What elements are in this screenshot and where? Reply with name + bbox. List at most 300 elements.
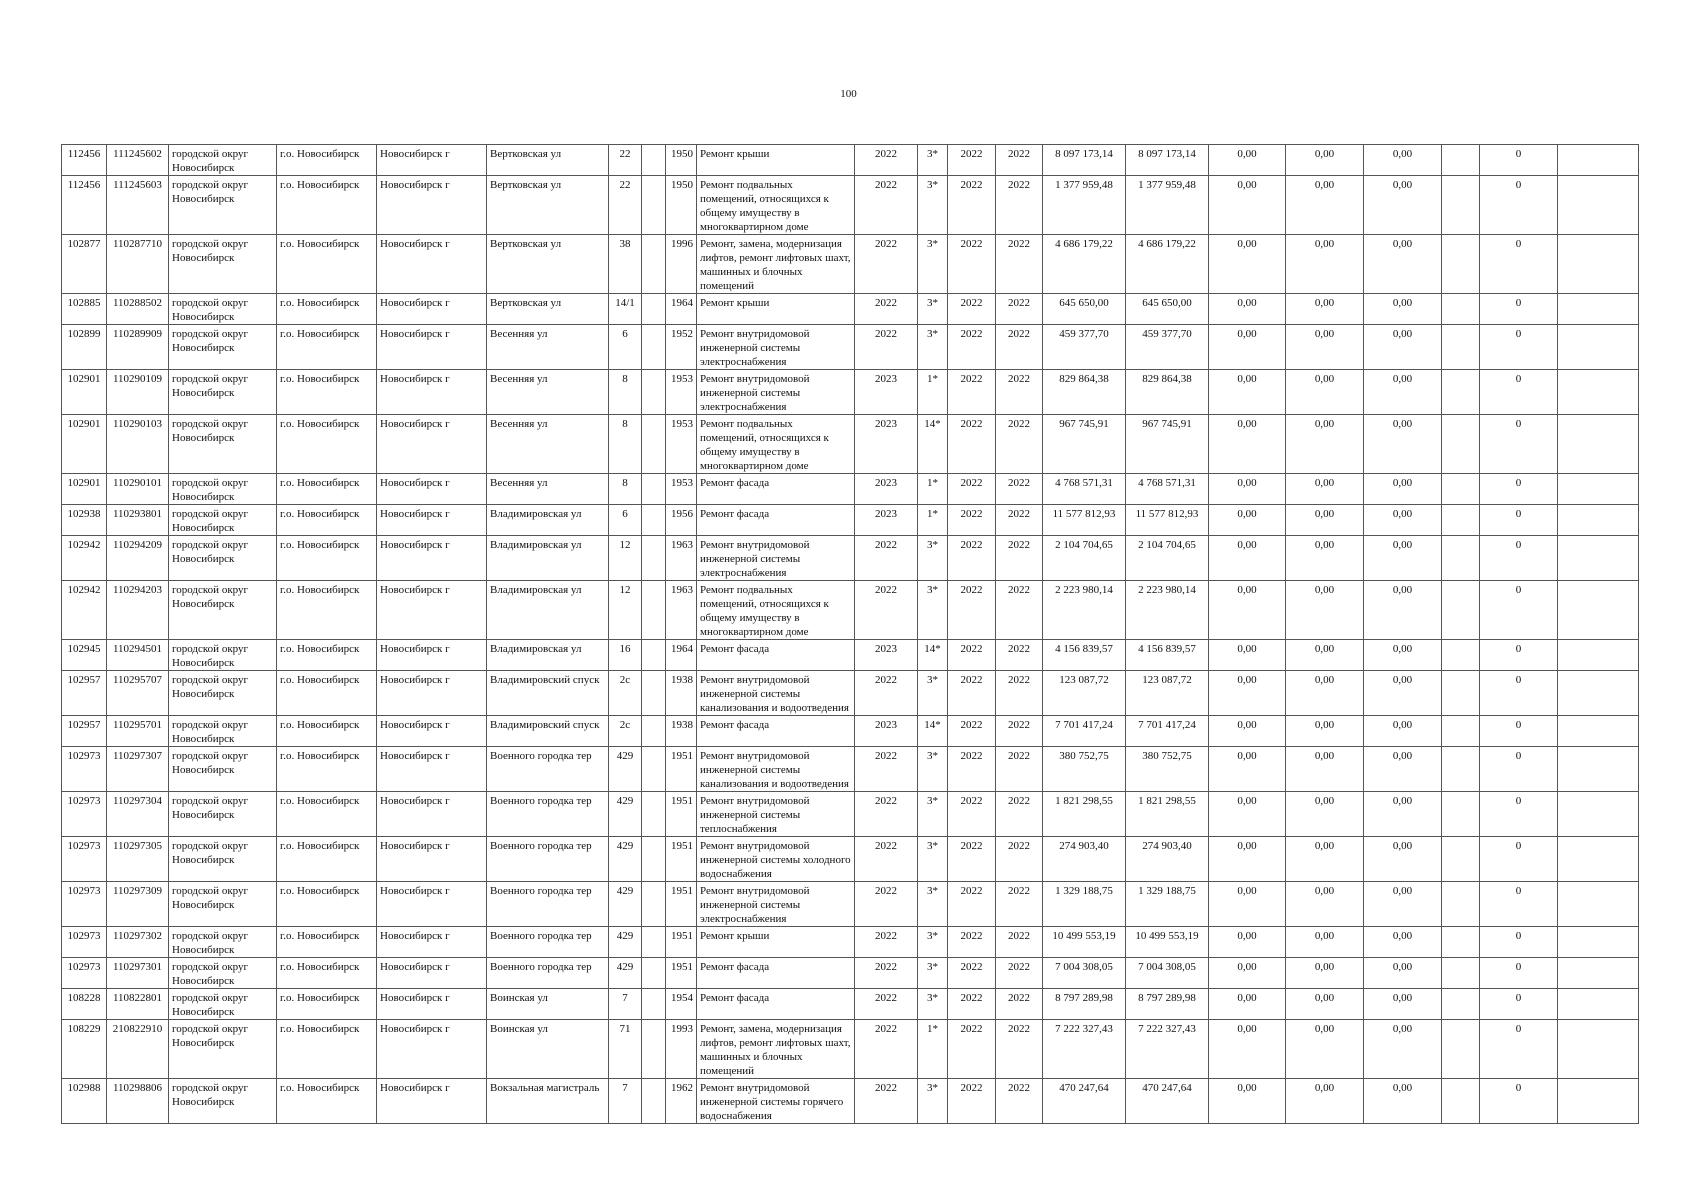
cell-category: 3* [918, 989, 948, 1020]
cell-id: 102973 [62, 747, 107, 792]
cell-value-4 [1442, 837, 1480, 882]
cell-house: 16 [609, 640, 642, 671]
cell-cost-total: 645 650,00 [1043, 294, 1126, 325]
cell-city: Новосибирск г [377, 837, 487, 882]
cell-value-2: 0,00 [1286, 145, 1364, 176]
cell-start: 2022 [948, 989, 996, 1020]
cell-id: 102877 [62, 235, 107, 294]
cell-code: 110287710 [107, 235, 169, 294]
cell-value-3: 0,00 [1364, 370, 1442, 415]
cell-value-1: 0,00 [1209, 958, 1286, 989]
cell-year-built: 1951 [666, 792, 697, 837]
cell-start: 2022 [948, 747, 996, 792]
table-row [62, 581, 1639, 640]
cell-value-6 [1558, 505, 1639, 536]
cell-city: Новосибирск г [377, 882, 487, 927]
cell-value-4 [1442, 747, 1480, 792]
cell-value-4 [1442, 989, 1480, 1020]
cell-municipality: г.о. Новосибирск [277, 989, 377, 1020]
cell-district: городской округ Новосибирск [169, 989, 277, 1020]
cell-value-5: 0 [1480, 505, 1558, 536]
cell-end: 2022 [996, 958, 1043, 989]
cell-start: 2022 [948, 716, 996, 747]
cell-municipality: г.о. Новосибирск [277, 176, 377, 235]
cell-end: 2022 [996, 716, 1043, 747]
cell-house: 2с [609, 716, 642, 747]
cell-year-built: 1963 [666, 536, 697, 581]
cell-plan-year: 2022 [855, 145, 918, 176]
cell-value-4 [1442, 474, 1480, 505]
cell-value-4 [1442, 415, 1480, 474]
cell-municipality: г.о. Новосибирск [277, 671, 377, 716]
table-row [62, 415, 1639, 474]
cell-code: 210822910 [107, 1020, 169, 1079]
cell-year-built: 1951 [666, 747, 697, 792]
cell-plan-year: 2022 [855, 837, 918, 882]
cell-city: Новосибирск г [377, 536, 487, 581]
cell-value-1: 0,00 [1209, 235, 1286, 294]
cell-city: Новосибирск г [377, 1020, 487, 1079]
cell-id: 102973 [62, 882, 107, 927]
cell-street: Военного городка тер [487, 958, 609, 989]
cell-plan-year: 2023 [855, 716, 918, 747]
cell-cost-fund: 1 377 959,48 [1126, 176, 1209, 235]
cell-code: 111245603 [107, 176, 169, 235]
cell-value-1: 0,00 [1209, 474, 1286, 505]
cell-value-1: 0,00 [1209, 1020, 1286, 1079]
cell-city: Новосибирск г [377, 474, 487, 505]
cell-start: 2022 [948, 294, 996, 325]
cell-value-5: 0 [1480, 536, 1558, 581]
cell-house: 14/1 [609, 294, 642, 325]
cell-value-2: 0,00 [1286, 747, 1364, 792]
cell-value-5: 0 [1480, 176, 1558, 235]
cell-year-built: 1964 [666, 640, 697, 671]
cell-value-2: 0,00 [1286, 235, 1364, 294]
cell-city: Новосибирск г [377, 716, 487, 747]
cell-end: 2022 [996, 671, 1043, 716]
cell-start: 2022 [948, 145, 996, 176]
cell-work: Ремонт внутридомовой инженерной системы электроснабжения [697, 882, 855, 927]
cell-street: Воинская ул [487, 1020, 609, 1079]
cell-house: 8 [609, 474, 642, 505]
table-row [62, 1079, 1639, 1124]
cell-cost-total: 11 577 812,93 [1043, 505, 1126, 536]
cell-value-4 [1442, 505, 1480, 536]
cell-id: 102942 [62, 581, 107, 640]
cell-value-2: 0,00 [1286, 989, 1364, 1020]
cell-plan-year: 2023 [855, 505, 918, 536]
cell-end: 2022 [996, 145, 1043, 176]
cell-year-built: 1963 [666, 581, 697, 640]
cell-end: 2022 [996, 1020, 1043, 1079]
cell-year-built: 1951 [666, 882, 697, 927]
cell-plan-year: 2023 [855, 415, 918, 474]
cell-plan-year: 2022 [855, 176, 918, 235]
cell-city: Новосибирск г [377, 176, 487, 235]
cell-id: 102973 [62, 958, 107, 989]
cell-cost-fund: 4 768 571,31 [1126, 474, 1209, 505]
cell-value-2: 0,00 [1286, 1079, 1364, 1124]
cell-house: 429 [609, 792, 642, 837]
cell-value-5: 0 [1480, 581, 1558, 640]
cell-code: 110294501 [107, 640, 169, 671]
cell-value-5: 0 [1480, 640, 1558, 671]
cell-work: Ремонт подвальных помещений, относящихся к общему имуществу в многоквартирном доме [697, 415, 855, 474]
cell-start: 2022 [948, 474, 996, 505]
cell-plan-year: 2022 [855, 882, 918, 927]
cell-city: Новосибирск г [377, 958, 487, 989]
cell-value-4 [1442, 581, 1480, 640]
cell-year-built: 1953 [666, 474, 697, 505]
cell-cost-fund: 4 686 179,22 [1126, 235, 1209, 294]
cell-id: 102973 [62, 837, 107, 882]
cell-work: Ремонт внутридомовой инженерной системы холодного водоснабжения [697, 837, 855, 882]
cell-municipality: г.о. Новосибирск [277, 581, 377, 640]
cell-value-4 [1442, 671, 1480, 716]
cell-municipality: г.о. Новосибирск [277, 415, 377, 474]
cell-value-1: 0,00 [1209, 671, 1286, 716]
repair-registry-table [61, 144, 1639, 1124]
cell-cost-total: 967 745,91 [1043, 415, 1126, 474]
cell-category: 3* [918, 747, 948, 792]
cell-house: 2с [609, 671, 642, 716]
cell-value-2: 0,00 [1286, 474, 1364, 505]
cell-value-3: 0,00 [1364, 792, 1442, 837]
cell-value-3: 0,00 [1364, 1079, 1442, 1124]
cell-id: 102957 [62, 671, 107, 716]
cell-start: 2022 [948, 176, 996, 235]
cell-id: 102957 [62, 716, 107, 747]
cell-street: Весенняя ул [487, 325, 609, 370]
cell-blank [642, 1079, 666, 1124]
cell-value-5: 0 [1480, 415, 1558, 474]
cell-code: 110294209 [107, 536, 169, 581]
cell-id: 102945 [62, 640, 107, 671]
cell-value-5: 0 [1480, 671, 1558, 716]
cell-municipality: г.о. Новосибирск [277, 505, 377, 536]
cell-work: Ремонт внутридомовой инженерной системы канализования и водоотведения [697, 747, 855, 792]
cell-cost-total: 123 087,72 [1043, 671, 1126, 716]
cell-work: Ремонт внутридомовой инженерной системы электроснабжения [697, 325, 855, 370]
cell-end: 2022 [996, 1079, 1043, 1124]
cell-municipality: г.о. Новосибирск [277, 747, 377, 792]
cell-district: городской округ Новосибирск [169, 176, 277, 235]
table-row [62, 837, 1639, 882]
cell-code: 110822801 [107, 989, 169, 1020]
cell-blank [642, 581, 666, 640]
cell-city: Новосибирск г [377, 294, 487, 325]
cell-street: Военного городка тер [487, 882, 609, 927]
cell-value-2: 0,00 [1286, 505, 1364, 536]
cell-code: 110295701 [107, 716, 169, 747]
cell-end: 2022 [996, 581, 1043, 640]
cell-value-1: 0,00 [1209, 640, 1286, 671]
cell-value-1: 0,00 [1209, 370, 1286, 415]
cell-cost-total: 7 004 308,05 [1043, 958, 1126, 989]
cell-value-3: 0,00 [1364, 882, 1442, 927]
cell-value-4 [1442, 176, 1480, 235]
cell-value-1: 0,00 [1209, 581, 1286, 640]
cell-code: 110298806 [107, 1079, 169, 1124]
cell-cost-total: 8 097 173,14 [1043, 145, 1126, 176]
cell-work: Ремонт подвальных помещений, относящихся к общему имуществу в многоквартирном доме [697, 176, 855, 235]
cell-work: Ремонт подвальных помещений, относящихся к общему имуществу в многоквартирном доме [697, 581, 855, 640]
cell-blank [642, 716, 666, 747]
cell-value-5: 0 [1480, 747, 1558, 792]
cell-category: 3* [918, 235, 948, 294]
cell-municipality: г.о. Новосибирск [277, 474, 377, 505]
cell-category: 3* [918, 671, 948, 716]
cell-category: 3* [918, 145, 948, 176]
cell-value-4 [1442, 536, 1480, 581]
cell-city: Новосибирск г [377, 505, 487, 536]
cell-street: Военного городка тер [487, 837, 609, 882]
cell-cost-total: 10 499 553,19 [1043, 927, 1126, 958]
cell-value-2: 0,00 [1286, 325, 1364, 370]
cell-end: 2022 [996, 176, 1043, 235]
cell-year-built: 1964 [666, 294, 697, 325]
table-row [62, 325, 1639, 370]
cell-value-3: 0,00 [1364, 640, 1442, 671]
cell-cost-fund: 1 821 298,55 [1126, 792, 1209, 837]
table-row [62, 1020, 1639, 1079]
cell-value-2: 0,00 [1286, 415, 1364, 474]
cell-cost-total: 7 701 417,24 [1043, 716, 1126, 747]
cell-value-6 [1558, 370, 1639, 415]
cell-work: Ремонт крыши [697, 294, 855, 325]
cell-house: 22 [609, 176, 642, 235]
cell-house: 7 [609, 989, 642, 1020]
cell-cost-fund: 2 223 980,14 [1126, 581, 1209, 640]
cell-value-3: 0,00 [1364, 716, 1442, 747]
cell-cost-total: 4 686 179,22 [1043, 235, 1126, 294]
cell-blank [642, 1020, 666, 1079]
cell-house: 6 [609, 325, 642, 370]
cell-cost-fund: 11 577 812,93 [1126, 505, 1209, 536]
cell-cost-fund: 459 377,70 [1126, 325, 1209, 370]
cell-value-2: 0,00 [1286, 581, 1364, 640]
cell-year-built: 1951 [666, 837, 697, 882]
cell-street: Владимировская ул [487, 536, 609, 581]
cell-district: городской округ Новосибирск [169, 415, 277, 474]
cell-category: 3* [918, 294, 948, 325]
page-number: 100 [840, 88, 857, 100]
cell-id: 108228 [62, 989, 107, 1020]
cell-cost-fund: 7 222 327,43 [1126, 1020, 1209, 1079]
cell-cost-fund: 274 903,40 [1126, 837, 1209, 882]
cell-blank [642, 235, 666, 294]
cell-value-6 [1558, 415, 1639, 474]
cell-value-3: 0,00 [1364, 747, 1442, 792]
cell-cost-fund: 470 247,64 [1126, 1079, 1209, 1124]
cell-category: 14* [918, 415, 948, 474]
cell-district: городской округ Новосибирск [169, 1079, 277, 1124]
cell-end: 2022 [996, 882, 1043, 927]
cell-id: 102885 [62, 294, 107, 325]
cell-end: 2022 [996, 415, 1043, 474]
cell-cost-fund: 829 864,38 [1126, 370, 1209, 415]
cell-house: 8 [609, 370, 642, 415]
cell-plan-year: 2023 [855, 640, 918, 671]
cell-house: 12 [609, 581, 642, 640]
cell-value-1: 0,00 [1209, 176, 1286, 235]
cell-blank [642, 927, 666, 958]
cell-cost-fund: 645 650,00 [1126, 294, 1209, 325]
cell-city: Новосибирск г [377, 581, 487, 640]
cell-street: Воинская ул [487, 989, 609, 1020]
cell-value-3: 0,00 [1364, 989, 1442, 1020]
cell-cost-fund: 967 745,91 [1126, 415, 1209, 474]
cell-value-5: 0 [1480, 145, 1558, 176]
cell-year-built: 1951 [666, 927, 697, 958]
cell-municipality: г.о. Новосибирск [277, 716, 377, 747]
cell-house: 429 [609, 747, 642, 792]
table-row [62, 536, 1639, 581]
cell-cost-total: 4 156 839,57 [1043, 640, 1126, 671]
cell-plan-year: 2022 [855, 536, 918, 581]
cell-work: Ремонт внутридомовой инженерной системы канализования и водоотведения [697, 671, 855, 716]
cell-value-2: 0,00 [1286, 370, 1364, 415]
cell-value-2: 0,00 [1286, 792, 1364, 837]
cell-start: 2022 [948, 505, 996, 536]
cell-code: 110297309 [107, 882, 169, 927]
cell-blank [642, 505, 666, 536]
cell-value-3: 0,00 [1364, 294, 1442, 325]
cell-house: 8 [609, 415, 642, 474]
cell-category: 3* [918, 581, 948, 640]
cell-value-3: 0,00 [1364, 671, 1442, 716]
cell-house: 429 [609, 882, 642, 927]
cell-blank [642, 837, 666, 882]
cell-end: 2022 [996, 927, 1043, 958]
cell-code: 110294203 [107, 581, 169, 640]
cell-municipality: г.о. Новосибирск [277, 837, 377, 882]
cell-category: 1* [918, 1020, 948, 1079]
cell-value-3: 0,00 [1364, 536, 1442, 581]
cell-year-built: 1953 [666, 415, 697, 474]
cell-work: Ремонт фасада [697, 716, 855, 747]
cell-street: Владимировский спуск [487, 671, 609, 716]
table-row [62, 747, 1639, 792]
cell-start: 2022 [948, 1020, 996, 1079]
cell-id: 112456 [62, 145, 107, 176]
cell-value-2: 0,00 [1286, 882, 1364, 927]
cell-category: 3* [918, 1079, 948, 1124]
cell-value-6 [1558, 989, 1639, 1020]
cell-plan-year: 2022 [855, 747, 918, 792]
cell-plan-year: 2022 [855, 325, 918, 370]
cell-value-4 [1442, 1020, 1480, 1079]
cell-id: 102901 [62, 370, 107, 415]
cell-value-1: 0,00 [1209, 989, 1286, 1020]
cell-year-built: 1951 [666, 958, 697, 989]
cell-cost-total: 8 797 289,98 [1043, 989, 1126, 1020]
cell-value-6 [1558, 235, 1639, 294]
cell-value-4 [1442, 792, 1480, 837]
cell-value-6 [1558, 716, 1639, 747]
cell-blank [642, 325, 666, 370]
cell-value-1: 0,00 [1209, 536, 1286, 581]
cell-city: Новосибирск г [377, 145, 487, 176]
cell-start: 2022 [948, 1079, 996, 1124]
cell-id: 108229 [62, 1020, 107, 1079]
cell-city: Новосибирск г [377, 747, 487, 792]
cell-start: 2022 [948, 927, 996, 958]
cell-start: 2022 [948, 415, 996, 474]
cell-value-2: 0,00 [1286, 927, 1364, 958]
cell-value-4 [1442, 640, 1480, 671]
cell-work: Ремонт фасада [697, 474, 855, 505]
cell-end: 2022 [996, 640, 1043, 671]
cell-municipality: г.о. Новосибирск [277, 1079, 377, 1124]
cell-value-4 [1442, 145, 1480, 176]
cell-start: 2022 [948, 837, 996, 882]
cell-street: Владимировская ул [487, 640, 609, 671]
cell-cost-total: 829 864,38 [1043, 370, 1126, 415]
cell-year-built: 1996 [666, 235, 697, 294]
cell-year-built: 1938 [666, 671, 697, 716]
cell-municipality: г.о. Новосибирск [277, 792, 377, 837]
table-row [62, 640, 1639, 671]
cell-start: 2022 [948, 536, 996, 581]
cell-blank [642, 370, 666, 415]
cell-street: Весенняя ул [487, 370, 609, 415]
cell-value-3: 0,00 [1364, 958, 1442, 989]
cell-plan-year: 2022 [855, 581, 918, 640]
cell-work: Ремонт фасада [697, 640, 855, 671]
cell-value-5: 0 [1480, 370, 1558, 415]
cell-cost-fund: 8 797 289,98 [1126, 989, 1209, 1020]
cell-value-4 [1442, 370, 1480, 415]
cell-cost-total: 1 821 298,55 [1043, 792, 1126, 837]
cell-blank [642, 415, 666, 474]
cell-value-3: 0,00 [1364, 145, 1442, 176]
table-row [62, 370, 1639, 415]
cell-end: 2022 [996, 837, 1043, 882]
cell-district: городской округ Новосибирск [169, 1020, 277, 1079]
cell-city: Новосибирск г [377, 671, 487, 716]
cell-plan-year: 2022 [855, 1079, 918, 1124]
cell-plan-year: 2022 [855, 1020, 918, 1079]
cell-value-4 [1442, 294, 1480, 325]
cell-municipality: г.о. Новосибирск [277, 640, 377, 671]
cell-code: 110297302 [107, 927, 169, 958]
cell-category: 1* [918, 505, 948, 536]
cell-street: Вертковская ул [487, 294, 609, 325]
cell-house: 429 [609, 927, 642, 958]
cell-start: 2022 [948, 640, 996, 671]
cell-municipality: г.о. Новосибирск [277, 145, 377, 176]
cell-blank [642, 145, 666, 176]
table-row [62, 474, 1639, 505]
cell-plan-year: 2023 [855, 370, 918, 415]
cell-house: 22 [609, 145, 642, 176]
cell-value-1: 0,00 [1209, 716, 1286, 747]
cell-value-5: 0 [1480, 294, 1558, 325]
cell-value-3: 0,00 [1364, 505, 1442, 536]
cell-code: 110297305 [107, 837, 169, 882]
cell-district: городской округ Новосибирск [169, 882, 277, 927]
cell-value-2: 0,00 [1286, 294, 1364, 325]
cell-year-built: 1938 [666, 716, 697, 747]
cell-end: 2022 [996, 370, 1043, 415]
cell-plan-year: 2022 [855, 989, 918, 1020]
cell-code: 110288502 [107, 294, 169, 325]
cell-code: 110295707 [107, 671, 169, 716]
cell-street: Военного городка тер [487, 927, 609, 958]
table-row [62, 145, 1639, 176]
